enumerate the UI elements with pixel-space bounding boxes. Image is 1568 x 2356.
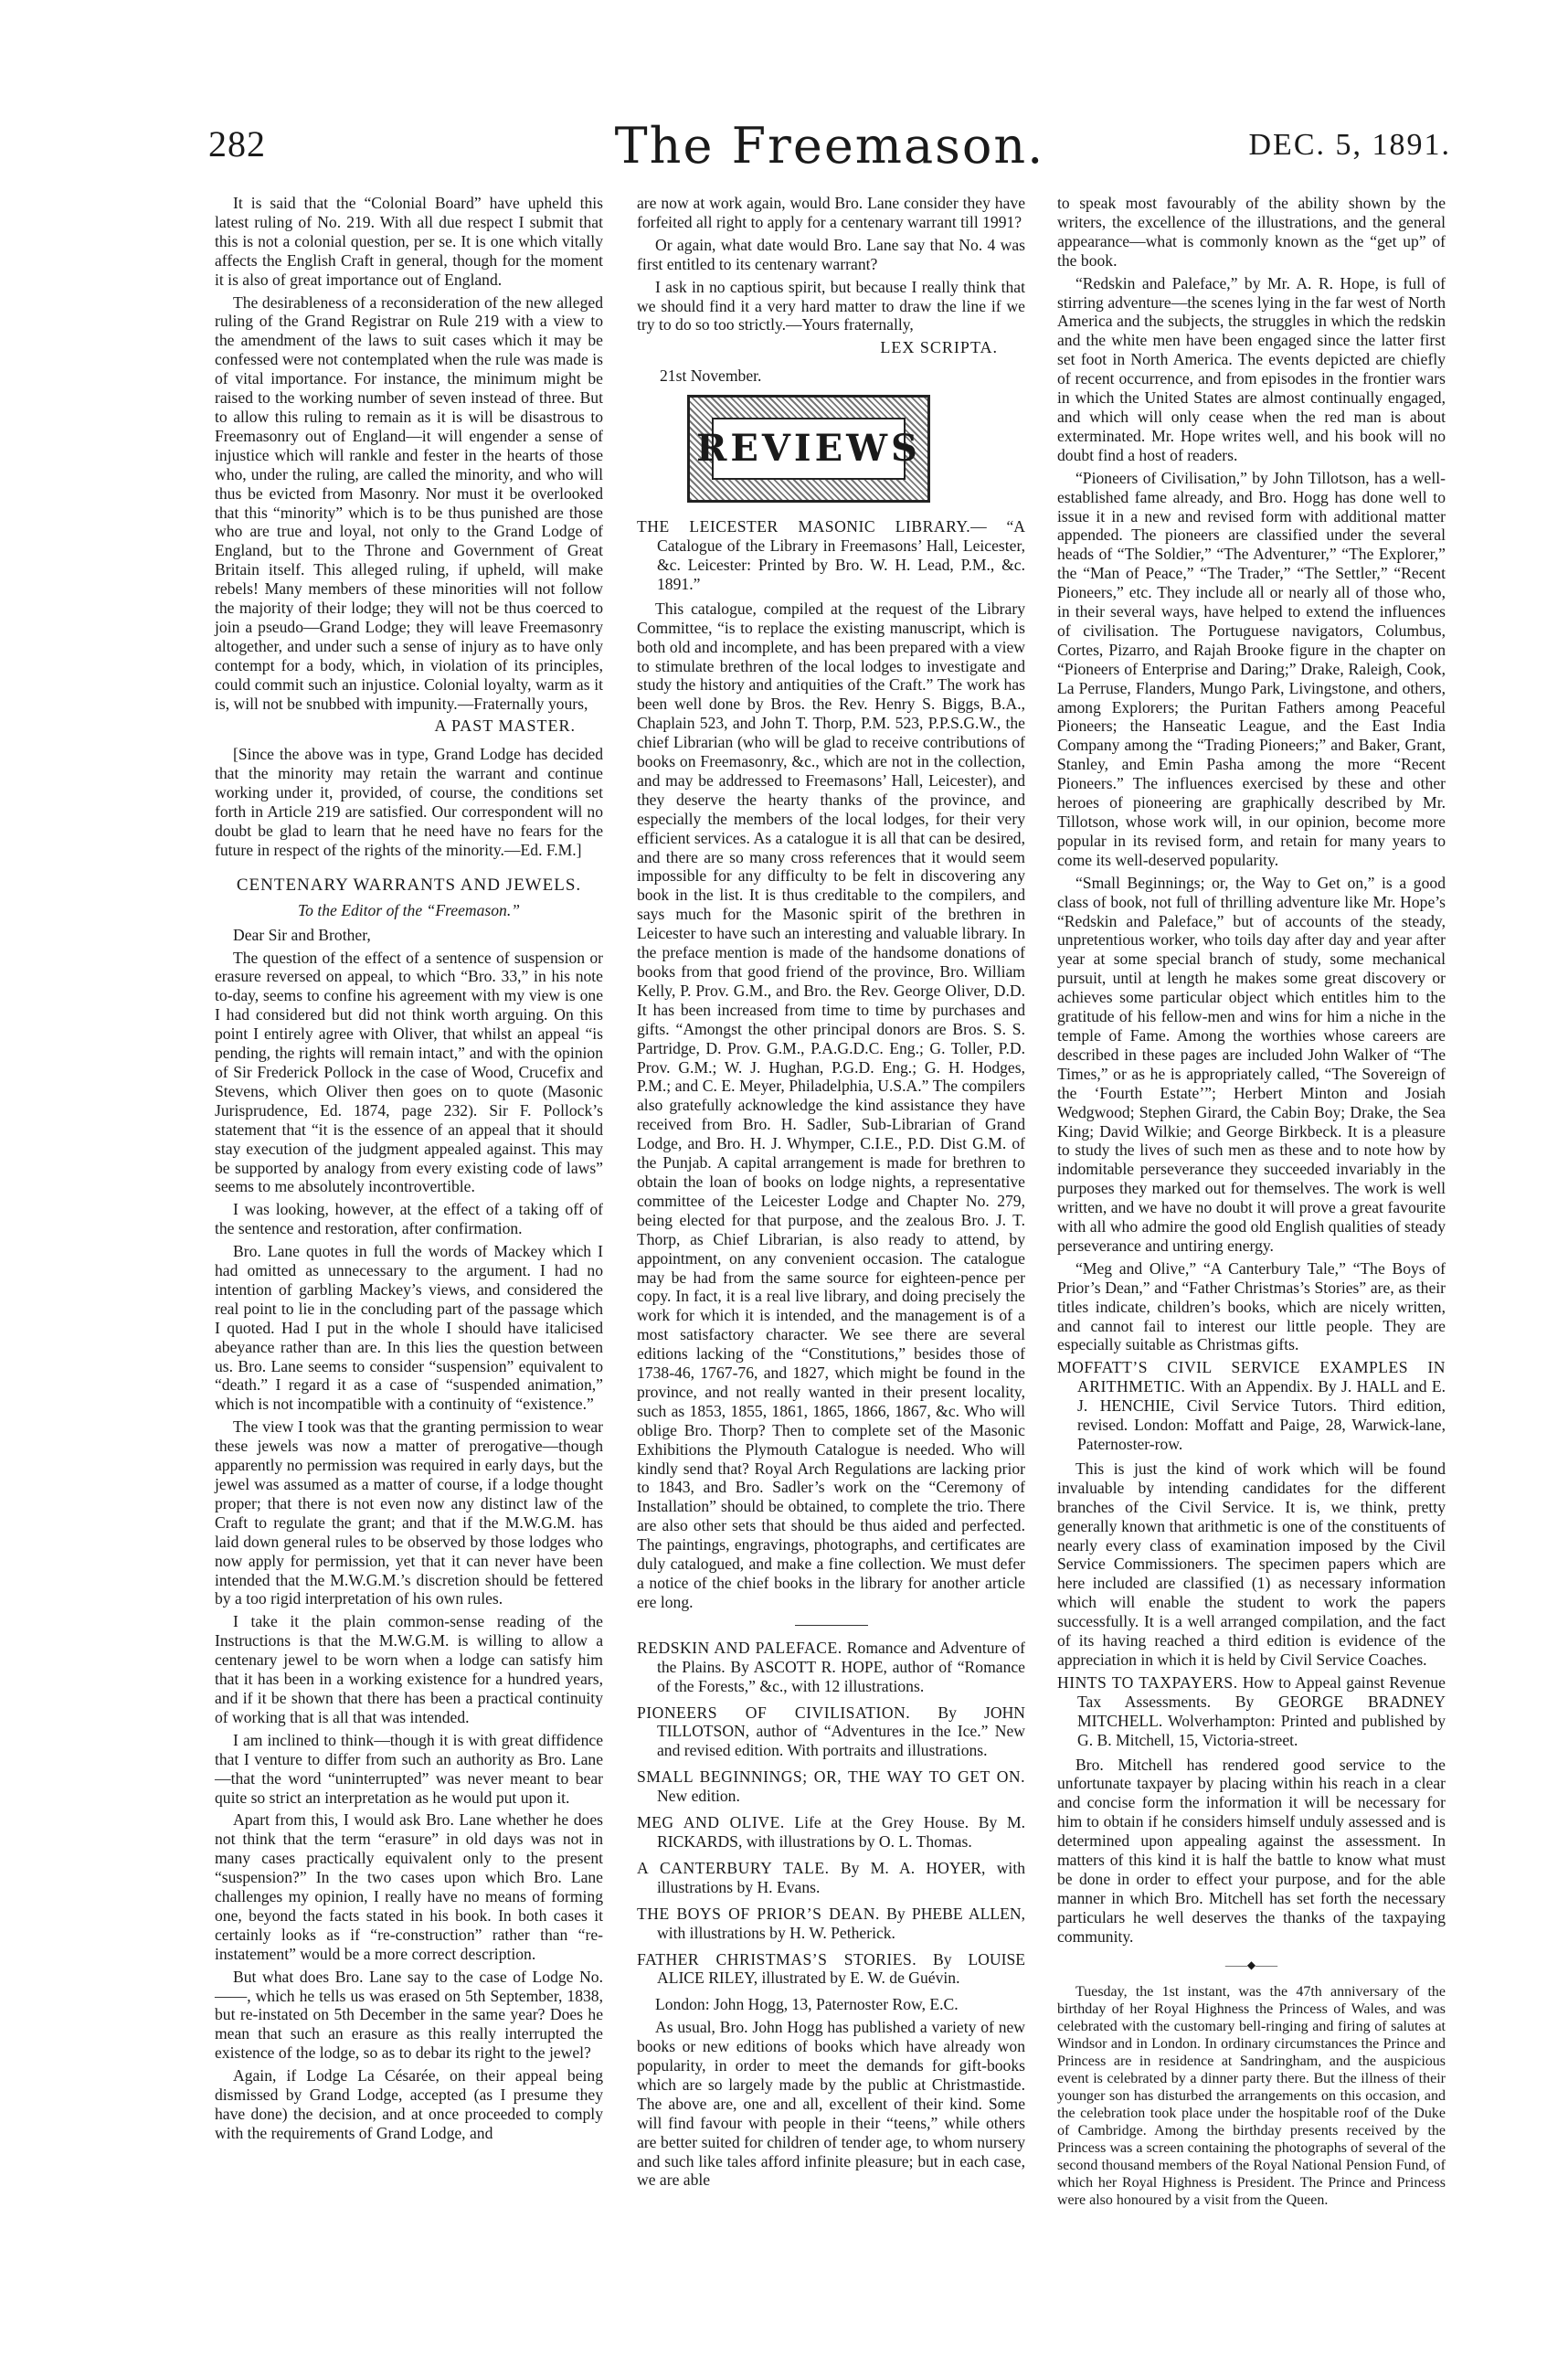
- paragraph: are now at work again, would Bro. Lane consider they have forfeited all right to apply for a centenary warrant till 1991?: [637, 194, 1025, 231]
- review-heading: [1057, 1673, 1446, 1750]
- masthead: [208, 117, 1451, 177]
- book-detail: By PHEBE ALLEN, with illustrations by H. W. Petherick.: [657, 1904, 1025, 1942]
- paragraph: Bro. Mitchell has rendered good service to the unfortunate taxpayer by placing within his reach in a clear and concise form the information it will be necessary for him to obtain if he considers himself unduly assessed and is determined upon appealing against the assessment. In matters of this kind it is half the battle to know what must be done in order to effect your purpose, and for the able manner in which Bro. Mitchell has set forth the necessary particulars he well deserves the thanks of the taxpaying community.: [1057, 1755, 1446, 1946]
- paragraph: Or again, what date would Bro. Lane say that No. 4 was first entitled to its centenary warrant?: [637, 235, 1025, 273]
- signature: LEX SCRIPTA.: [880, 338, 998, 357]
- book-detail: New edition.: [657, 1787, 740, 1806]
- review-title: HINTS TO TAXPAYERS.: [1057, 1672, 1238, 1692]
- book-entry: [637, 1859, 1025, 1897]
- review-heading: [1057, 1358, 1446, 1454]
- paragraph: I am inclined to think—though it is with great diffidence that I venture to differ from such an authority as Bro. Lane—that the word “uninterrupted” was never meant to bear quite so strict an interpretation as he would put upon it.: [215, 1730, 603, 1807]
- book-detail: Romance and Adventure of the Plains. By ASCOTT R. HOPE, author of “Romance of the Forests,” &c., with 12 illustrations.: [657, 1638, 1026, 1695]
- book-detail: Life at the Grey House. By M. RICKARDS, with illustrations by O. L. Thomas.: [657, 1813, 1026, 1851]
- review-heading: [637, 517, 1025, 594]
- paragraph: Apart from this, I would ask Bro. Lane whether he does not think that the term “erasure” in old days was not in many cases practically equivalent only to the present “suspension?” In the two cases upon which Bro. Lane challenges my opinion, I really have no means of forming one, beyond the facts stated in his book. In both cases it certainly looks as if “re-construction” rather than “re-instatement” would be a more correct description.: [215, 1810, 603, 1963]
- editor-note: [Since the above was in type, Grand Lodge has decided that the minority may retain the warrant and continue working under it, provided, of course, the conditions set forth in Article 219 are satisfied. Our correspondent will no doubt be glad to learn that he need have no fears for the future in respect of the rights of the minority.—Ed. F.M.]: [215, 745, 603, 859]
- paragraph: “Meg and Olive,” “A Canterbury Tale,” “The Boys of Prior’s Dean,” and “Father Christmas’s Stories” are, as their titles indicate, children’s books, which are nicely written, and cannot fail to interest our little people. They are especially suitable as Christmas gifts.: [1057, 1258, 1446, 1354]
- paragraph: This is just the kind of work which will be found invaluable by intending candidates for the different branches of the Civil Service. It is, we think, pretty generally known that arithmetic is one of the constituents of nearly every class of examination imposed by the Civil Service Commissioners. The specimen papers which are here included are classified (1) as necessary information which will enable the student to work the papers successfully. It is a well arranged compilation, and the fact of its having reached a third edition is evidence of the appreciation in which it is held by Civil Service Coaches.: [1057, 1459, 1446, 1669]
- paragraph: I was looking, however, at the effect of a taking off of the sentence and restoration, after confirmation.: [215, 1200, 603, 1238]
- column-2: [637, 194, 1025, 2193]
- book-title: FATHER CHRISTMAS’S STORIES.: [637, 1949, 917, 1969]
- book-detail: By LOUISE ALICE RILEY, illustrated by E. W. de Guévin.: [657, 1949, 1025, 1988]
- section-subheading: To the Editor of the “Freemason.”: [297, 900, 521, 919]
- paragraph: But what does Bro. Lane say to the case of Lodge No.——, which he tells us was erased on 5th September, 1838, but re-instated on 5th December in the same year? Does he mean that such an erasure as this really interrupted the existence of the lodge, so as to debar its right to the jewel?: [215, 1967, 603, 2063]
- paragraph: The view I took was that the granting permission to wear these jewels was now a matter of prerogative—though apparently no permission was required in early days, but the jewel was assumed as a matter of course, if a lodge thought proper; that there is not even now any distinct law of the Craft to regulate the grant; and that if the M.W.G.M. has laid down general rules to be observed by those lodges who now apply for permission, yet that it can never have been intended that the M.W.G.M.’s discretion should be fettered by a too rigid interpretation of his own rules.: [215, 1417, 603, 1608]
- book-title: PIONEERS OF CIVILISATION.: [637, 1703, 911, 1722]
- paragraph: “Redskin and Paleface,” by Mr. A. R. Hope, is full of stirring adventure—the scenes lying in the far west of North America and the subjects, the struggles in which the redskin and the white men have been engaged since the latter first set foot in North America. The events depicted are chiefly of recent occurrence, and from episodes in the frontier wars in which the United States are almost continually engaged, and which will only cease when the red man is about exterminated. Mr. Hope writes well, and his book will no doubt find a host of readers.: [1057, 273, 1446, 464]
- column-3: [1057, 194, 1446, 2213]
- book-detail: By M. A. HOYER, with illustrations by H. Evans.: [657, 1858, 1025, 1896]
- reviews-banner: [687, 395, 930, 503]
- book-title: MEG AND OLIVE.: [637, 1813, 785, 1832]
- paragraph: This catalogue, compiled at the request of the Library Committee, “is to replace the existing manuscript, which is both old and incomplete, and has been prepared with a view to stimulate brethren of the local lodges to investigate and study the history and antiquities of the Craft.” The work has been well done by Bros. the Rev. Henry S. Biggs, B.A., Chaplain 523, and John T. Thorp, P.M. 523, P.P.S.G.W., the chief Librarian (who will be glad to receive contributions of books on Freemasonry, &c., which are not in the collection, and may be addressed to Freemasons’ Hall, Leicester), and they deserve the hearty thanks of the province, and especially the members of the local lodges, for their very efficient services. As a catalogue it is all that can be desired, and there are so many cross references that it would seem impossible for any difficulty to be felt in discovering any book in the list. It is thus creditable to the compilers, and says much for the Masonic spirit of the brethren in Leicester to have such an interesting and valuable library. In the preface mention is made of the handsome donations of books from that good friend of the province, Bro. William Kelly, P. Prov. G.M., and Bro. the Rev. George Oliver, D.D. It has been increased from time to time by purchases and gifts. “Amongst the other principal donors are Bros. S. S. Partridge, D. Prov. G.M., P.A.G.D.C. Eng.; G. Toller, P.D. Prov. G.M.; W. J. Hughan, P.G.D. Eng.; G. H. Hodges, P.M.; and C. E. Meyer, Philadelphia, U.S.A.” The compilers also gratefully acknowledge the kind assistance they have received from Bro. H. Sadler, Sub-Librarian of Grand Lodge, and Bro. H. J. Whymper, C.I.E., P.D. Dist G.M. of the Punjab. A capital arrangement is made for brethren to obtain the loan of books on lodge nights, a representative committee of the Leicester Lodge and Chapter No. 279, being elected for that purpose, and the zealous Bro. J. T. Thorp, as Chief Librarian, is also ready to attend, by appointment, on any convenient occasion. The catalogue may be had from the same source for eighteen-pence per copy. In fact, it is a real live library, and doing precisely the work for which it is intended, and the management is of a most satisfactory character. We see there are several editions lacking of the “Constitutions,” besides those of 1738-46, 1767-76, and 1827, which might be found in the province, and not really wanted in their present locality, such as 1853, 1855, 1861, 1865, 1866, 1867, &c. Who will oblige Bro. Thorp? Then to complete set of the Masonic Exhibitions the Plymouth Catalogue is needed. Who will kindly send that? Royal Arch Regulations are lacking prior to 1843, and Bro. Sadler’s work on the “Ceremony of Installation” should be obtained, to complete the trio. There are also other sets that should be thus aided and perfected. The paintings, engravings, photographs, and certificates are duly catalogued, and make a fine collection. We must defer a notice of the chief books in the library for another article ere long.: [637, 599, 1025, 1611]
- paragraph: I ask in no captious spirit, but because I really think that we should find it a very hard matter to draw the line if we try to do so too strictly.—Yours fraternally,: [637, 277, 1025, 334]
- book-title: A CANTERBURY TALE.: [637, 1858, 830, 1877]
- review-title: THE LEICESTER MASONIC LIBRARY.—: [637, 517, 988, 536]
- book-title: SMALL BEGINNINGS; OR, THE WAY TO GET ON.: [637, 1767, 1025, 1787]
- book-detail: By JOHN TILLOTSON, author of “Adventures in the Ice.” New and revised edition. With portraits and illustrations.: [657, 1703, 1025, 1760]
- review-detail: “A Catalogue of the Library in Freemasons’ Hall, Leicester, &c. Leicester: Printed by Bro. W. H. Lead, P.M., &c. 1891.”: [657, 517, 1025, 593]
- dateline: 21st November.: [660, 366, 762, 386]
- paragraph: Bro. Lane quotes in full the words of Mackey which I had omitted as unnecessary to the argument. I had no intention of garbling Mackey’s views, and considered the real point to lie in the concluding part of the passage which I quoted. Had I put in the whole I should have italicised abeyance rather than are. In this lies the question between us. Bro. Lane seems to consider “suspension” equivalent to “death.” I regard it as a case of “suspended animation,” which is not incompatible with a continuity of “existence.”: [215, 1242, 603, 1414]
- book-entry: [637, 1813, 1025, 1852]
- publisher-line: London: John Hogg, 13, Paternoster Row, E.C.: [655, 1995, 959, 2014]
- paragraph: As usual, Bro. John Hogg has published a variety of new books or new editions of books which have already won popularity, in order to meet the demands for gift-books which are so largely made by the public at Christmastide. The above are, one and all, excellent of their kind. Some will find favour with people in their “teens,” while others are better suited for children of tender age, to whom nursery and such like tales afford infinite pleasure; but in each case, we are able: [637, 2018, 1025, 2190]
- book-entry: [637, 1905, 1025, 1943]
- salutation: Dear Sir and Brother,: [233, 925, 371, 944]
- banner-title: REVIEWS: [696, 426, 921, 470]
- paragraph: The desirableness of a reconsideration of the new alleged ruling of the Grand Registrar on Rule 219 with a view to the amendment of the laws to suit cases which it may be confessed were not contemplated when the rule was made is of vital importance. For instance, the minimum might be raised to the working number of seven instead of three. But to allow this ruling to remain as it is will be disastrous to Freemasonry out of England—it will engender a sense of injustice which will rankle and fester in the hearts of those who, under the ruling, are called the minority, and who will thus be evicted from Masonry. Nor must it be overlooked that this “minority” which is to be thus punished are those who are true and loyal, not only to the Grand Lodge of England, but to the Throne and Government of Great Britain itself. This alleged ruling, if upheld, will make rebels! Many members of these minorities will not follow the majority of their lodge; they will not be thus coerced to join a pseudo—Grand Lodge; they will leave Freemasonry altogether, and under such a sense of injury as to have only contempt for a body, which, in violation of its principles, could commit such an injustice. Colonial loyalty, warm as it is, will not be snubbed with impunity.—Fraternally yours,: [215, 292, 603, 713]
- banner-panel: [696, 418, 921, 480]
- divider: [795, 1625, 868, 1626]
- newspaper-title: The Freemason.: [614, 117, 1045, 175]
- book-entry: [637, 1950, 1025, 1989]
- paragraph: I take it the plain common-sense reading of the Instructions is that the M.W.G.M. is willing to allow a centenary jewel to be worn when a lodge can satisfy him that it has been in a working existence for a hundred years, and if it be shown that there has been a practical continuity of working that is all that was intended.: [215, 1612, 603, 1726]
- issue-date: DEC. 5, 1891.: [1248, 128, 1451, 162]
- paragraph: The question of the effect of a sentence of suspension or erasure reversed on appeal, to which “Bro. 33,” in his note to-day, seems to confine his agreement with my view is one I had considered but did not think worth arguing. On this point I entirely agree with Oliver, that whilst an appeal “is pending, the rights will remain intact,” and with the opinion of Sir Frederick Pollock in the case of Wood, Crucefix and Stevens, which Oliver then goes on to quote (Masonic Jurisprudence, Ed. 1874, page 232). Sir F. Pollock’s statement that “it is the essence of an appeal that it should stay execution of the judgment appealed against. This may be supported by analogy from every existing code of laws” seems to me absolutely incontrovertible.: [215, 948, 603, 1196]
- paragraph: Again, if Lodge La Césarée, on their appeal being dismissed by Grand Lodge, accepted (as I presume they have done) the decision, and at once proceeded to comply with the requirements of Grand Lodge, and: [215, 2066, 603, 2142]
- paragraph: Tuesday, the 1st instant, was the 47th anniversary of the birthday of her Royal Highness the Princess of Wales, and was celebrated with the customary bell-ringing and firing of salutes at Windsor and in London. In ordinary circumstances the Prince and Princess are in residence at Sandringham, and the auspicious event is celebrated by a dinner party there. But the illness of their younger son has disturbed the arrangements on this occasion, and the celebration took place under the hospitable roof of the Duke of Cambridge. Among the birthday presents received by the Princess was a screen containing the photographs of several of the second thousand members of the Royal National Pension Fund, of which her Royal Highness is President. The Prince and Princess were also honoured by a visit from the Queen.: [1057, 1984, 1446, 2209]
- book-entry: [637, 1767, 1025, 1806]
- book-title: REDSKIN AND PALEFACE.: [637, 1638, 842, 1657]
- review-detail: With an Appendix. By J. HALL and E. J. HENCHIE, Civil Service Tutors. Third edition, revised. London: Moffatt and Paige, 28, Warwick-lane, Paternoster-row.: [1077, 1377, 1446, 1453]
- signature: A PAST MASTER.: [434, 716, 576, 736]
- book-title: THE BOYS OF PRIOR’S DEAN.: [637, 1904, 880, 1923]
- paragraph: “Pioneers of Civilisation,” by John Tillotson, has a well-established fame already, and Bro. Hogg has done well to issue it in a new and revised form with additional matter appended. The pioneers are classified under the several heads of “The Soldier,” “The Adventurer,” “The Explorer,” the “Man of Peace,” “The Trader,” “The Settler,” “Recent Pioneers,” etc. They include all or nearly all of those who, in their several ways, have helped to extend the influences of civilisation. The Portuguese navigators, Columbus, Cortes, Pizarro, and Rajah Brooke figure in the chapter on “Pioneers of Enterprise and Daring;” Drake, Raleigh, Cook, La Perruse, Flanders, Mungo Park, Livingstone, and others, among Explorers; the Puritan Fathers among Peaceful Pioneers; the Hanseatic League, and the East India Company among the “Trading Pioneers;” and Baker, Grant, Stanley, and Emin Pasha among the more “Recent Pioneers.” The influences exercised by these and other heroes of pioneering are graphically described by Mr. Tillotson, whose work will, in our opinion, become more popular in its revised form, and retain for many years to come its well-deserved popularity.: [1057, 468, 1446, 869]
- book-list: [637, 1639, 1025, 1989]
- review-detail: How to Appeal gainst Revenue Tax Assessments. By GEORGE BRADNEY MITCHELL. Wolverhampton: Printed and published by G. B. Mitchell, 15, Victoria-street.: [1077, 1672, 1446, 1749]
- paragraph: to speak most favourably of the ability shown by the writers, the excellence of the illustrations, and the general appearance—what is commonly known as the “get up” of the book.: [1057, 194, 1446, 270]
- paragraph: “Small Beginnings; or, the Way to Get on,” is a good class of book, not full of thrilling adventure like Mr. Hope’s “Redskin and Paleface,” but of accounts of the steady, unpretentious worker, who toils day after day and year after year at some special branch of study, some mechanical pursuit, until at length he makes some great discovery or achieves some particular object which entitles him to the gratitude of his fellow-men and wins for him a niche in the temple of Fame. Among the worthies whose careers are described in these pages are included John Walker of “The Times,” or as he is appropriately called, “The Sovereign of the ‘Fourth Estate’”; Herbert Minton and Josiah Wedgwood; Stephen Girard, the Cabin Boy; Drake, the Sea King; David Wilkie; and George Birkbeck. It is a pleasure to study the lives of such men as these and to note how by indomitable perseverance they succeeded invariably in the purposes they marked out for themselves. The work is well written, and we have no doubt it will prove a great favourite with all who admire the good old English qualities of steady perseverance and untiring energy.: [1057, 873, 1446, 1255]
- paragraph: It is said that the “Colonial Board” have upheld this latest ruling of No. 219. With all due respect I submit that this is not a colonial question, per se. It is one which vitally affects the English Craft in general, though for the moment it is also of great importance out of England.: [215, 194, 603, 289]
- ornament-divider: ——◆——: [1224, 1958, 1278, 1971]
- review-title: MOFFATT’S CIVIL SERVICE EXAMPLES IN ARITHMETIC.: [1057, 1358, 1446, 1396]
- book-entry: [637, 1639, 1025, 1696]
- page-number: 282: [208, 123, 266, 164]
- section-heading: CENTENARY WARRANTS AND JEWELS.: [236, 875, 582, 895]
- column-1: [215, 194, 603, 2147]
- book-entry: [637, 1703, 1025, 1761]
